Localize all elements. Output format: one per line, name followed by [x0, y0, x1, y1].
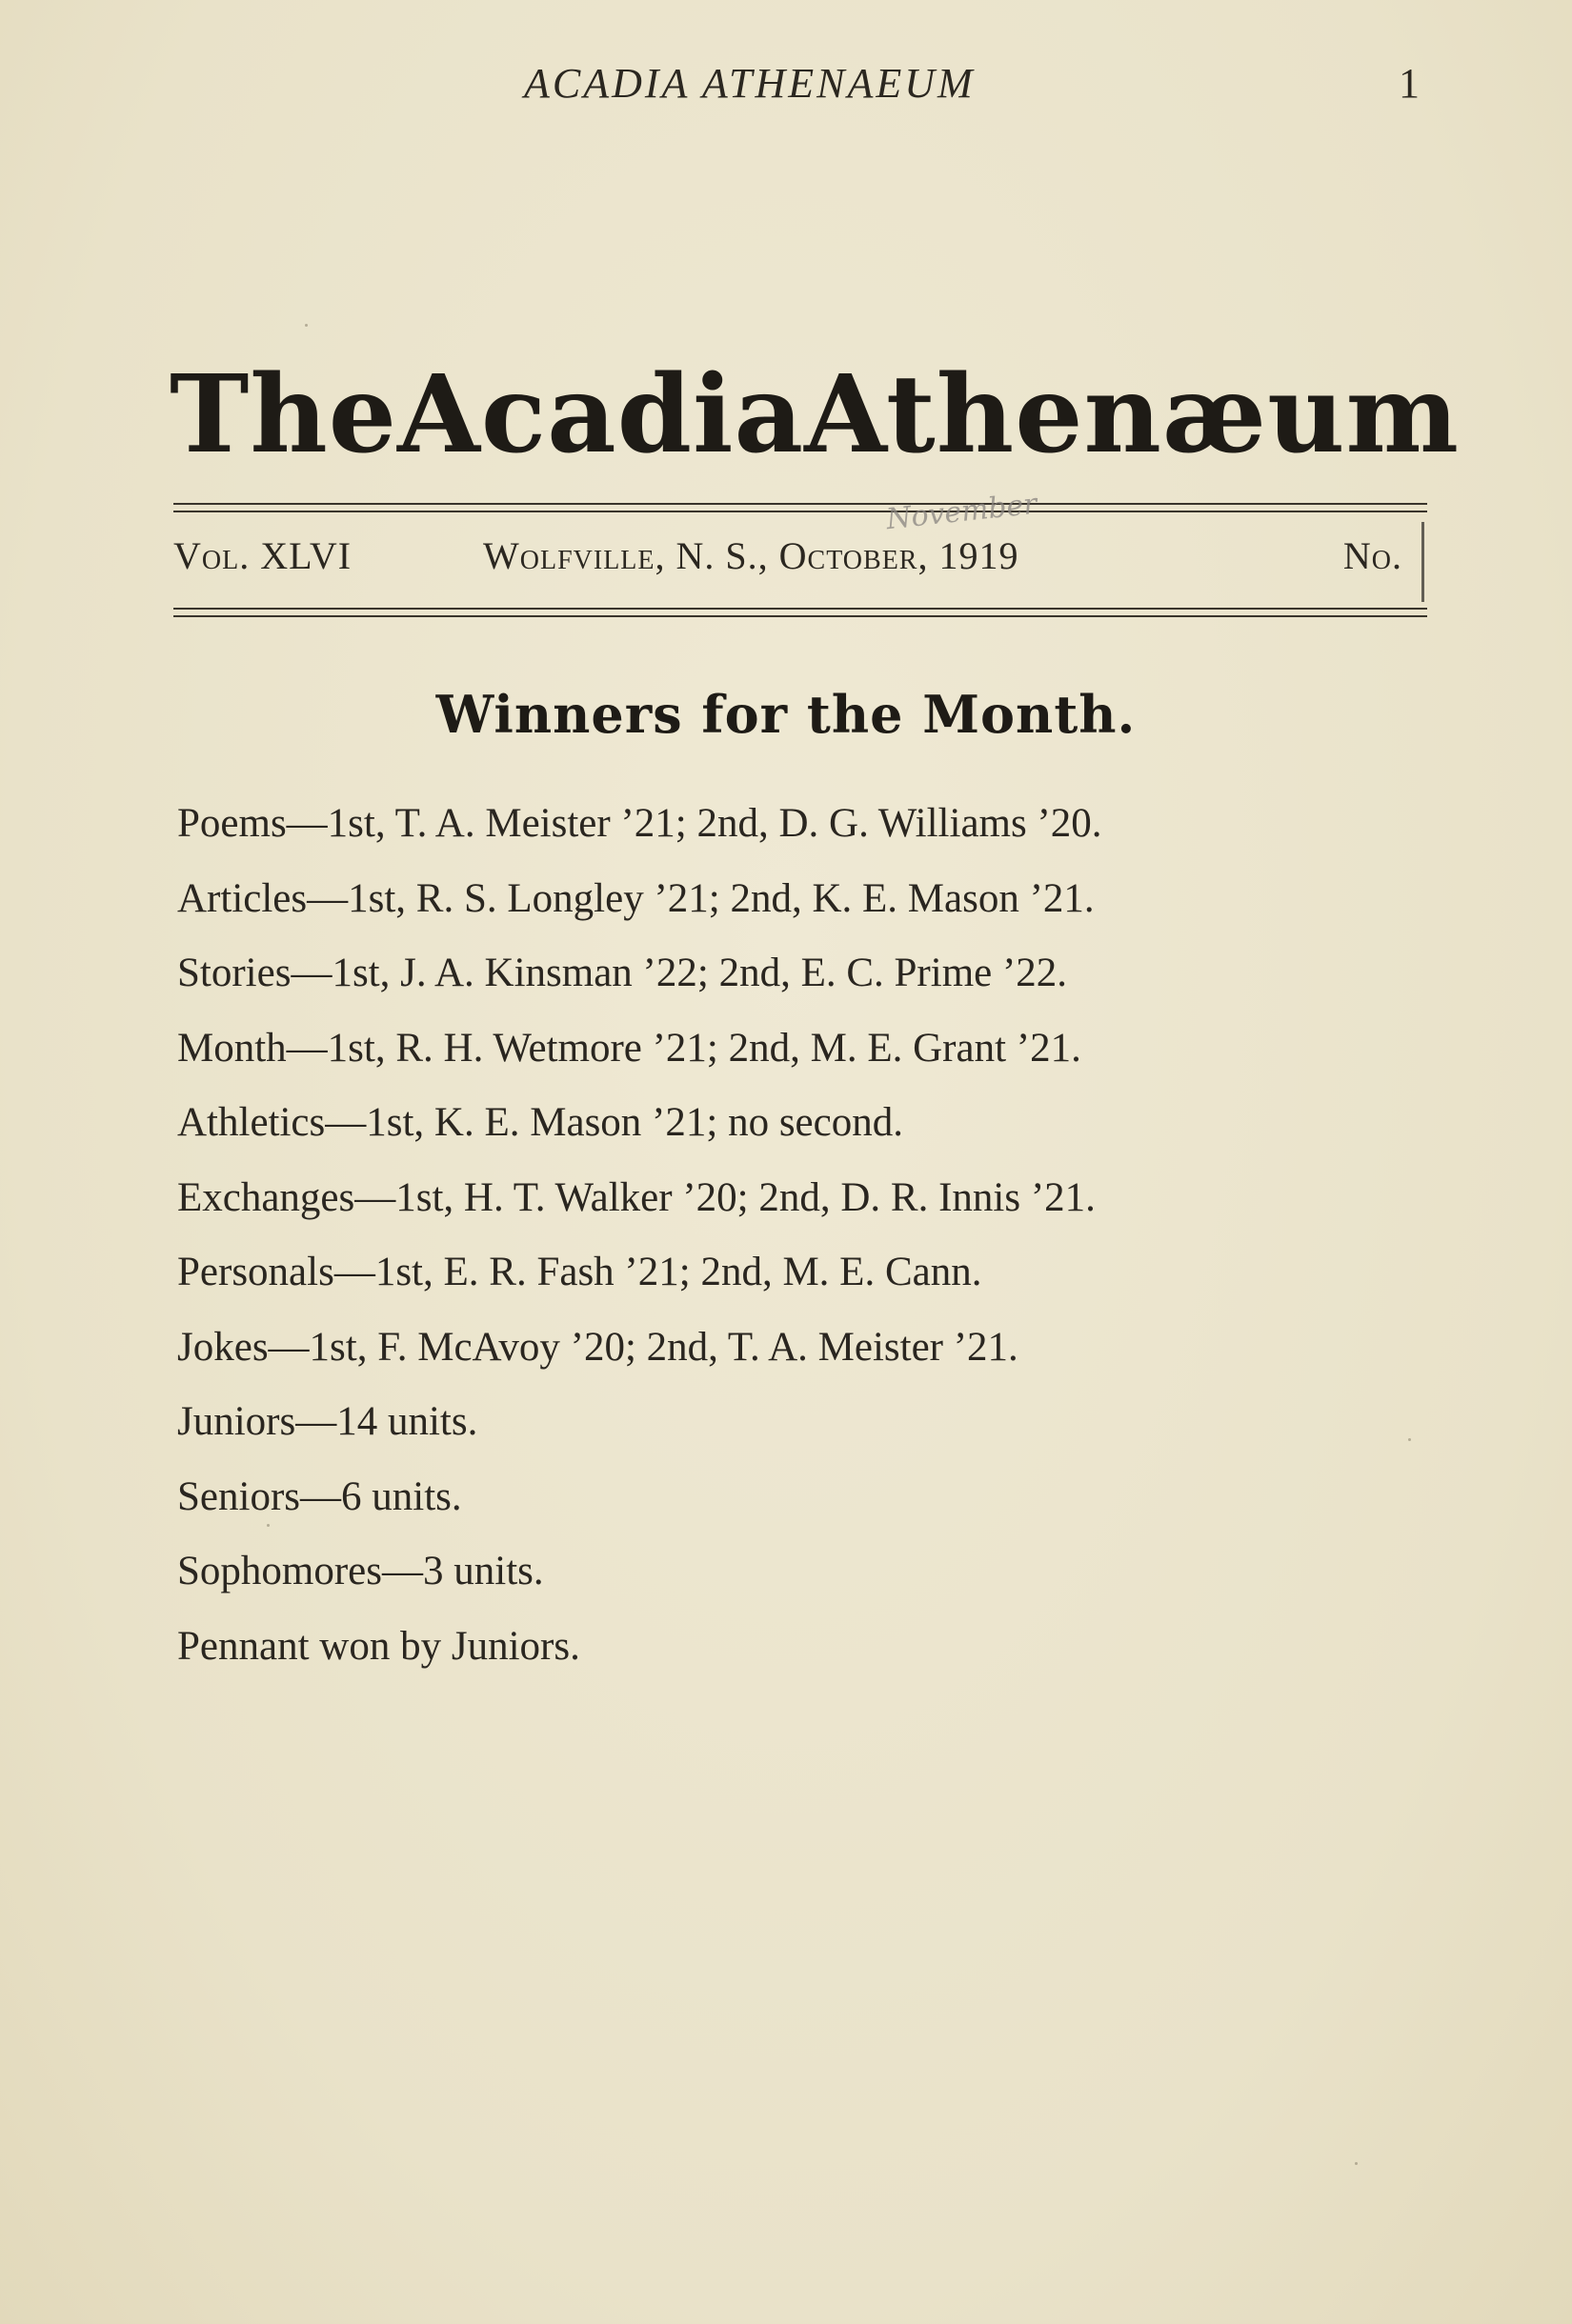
paper-speck [267, 1524, 270, 1527]
winner-line: Personals—1st, E. R. Fash ’21; 2nd, M. E. Cann. [177, 1250, 982, 1294]
masthead-rule-top [173, 503, 1427, 505]
winner-line: Poems—1st, T. A. Meister ’21; 2nd, D. G. Williams ’20. [177, 801, 1102, 846]
paper-speck [1355, 2162, 1358, 2165]
masthead-word-the: The [170, 351, 398, 477]
dateline-rule-bottom [173, 608, 1427, 610]
section-heading: Winners for the Month. [435, 684, 1137, 745]
winner-line: Seniors—6 units. [177, 1473, 462, 1519]
winner-line: Jokes—1st, F. McAvoy ’20; 2nd, T. A. Meister ’21. [177, 1324, 1018, 1370]
dateline-rule-bottom-inner [173, 615, 1427, 617]
winner-line: Month—1st, R. H. Wetmore ’21; 2nd, M. E. Grant ’21. [177, 1025, 1081, 1071]
pencil-mark [1421, 522, 1424, 602]
paper-speck [305, 324, 308, 327]
winner-line: Sophomores—3 units. [177, 1549, 544, 1593]
volume-label: Vol. XLVI [173, 534, 353, 577]
winner-line: Athletics—1st, K. E. Mason ’21; no second. [177, 1100, 903, 1145]
place-date: Wolfville, N. S., October, 1919 [483, 534, 1019, 577]
dateline [173, 533, 1427, 581]
handwritten-note: November [884, 487, 1039, 537]
winner-line: Pennant won by Juniors. [177, 1623, 580, 1669]
masthead-title [170, 351, 1461, 477]
winner-line: Exchanges—1st, H. T. Walker ’20; 2nd, D. R. Innis ’21. [177, 1174, 1096, 1220]
winner-line: Juniors—14 units. [177, 1399, 478, 1444]
page-number: 1 [1399, 60, 1420, 107]
masthead-word-acadia: Acadia [397, 351, 805, 477]
paper-speck [1408, 1438, 1411, 1441]
issue-number-label: No. [1342, 534, 1402, 577]
running-head [0, 59, 1572, 107]
masthead-rule-top-inner [173, 511, 1427, 512]
winners-list [177, 787, 1416, 1684]
winner-line: Stories—1st, J. A. Kinsman ’22; 2nd, E. C. Prime ’22. [177, 951, 1068, 995]
winner-line: Articles—1st, R. S. Longley ’21; 2nd, K. E. Mason ’21. [177, 875, 1095, 921]
masthead-word-athenaeum: Athenæum [804, 351, 1461, 477]
running-title: ACADIA ATHENAEUM [524, 60, 976, 107]
